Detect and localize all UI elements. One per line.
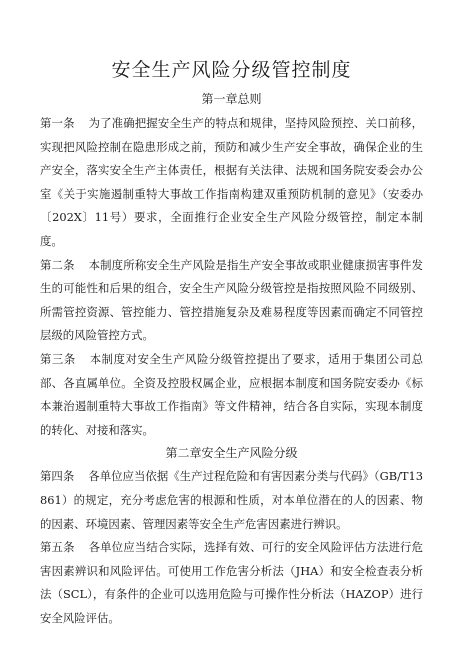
document-title: 安全生产风险分级管控制度 — [111, 59, 352, 81]
article-2 — [40, 254, 423, 348]
chapter-heading-1: 第一章总则 — [201, 92, 262, 106]
article-5 — [40, 536, 423, 630]
article-number: 第四条 — [40, 469, 75, 484]
article-number: 第一条 — [40, 116, 75, 130]
article-4 — [40, 465, 423, 536]
article-number: 第二条 — [40, 257, 75, 272]
article-text: 各单位应当结合实际，选择有效、可行的安全风险评估方法进行危害因素辨识和风险评估。可使用工作危害分析法（JHA）和安全检查表分析法（SCL），有条件的企业可以选用危险与可操作性分析法（HAZOP）进行安全风险评估。 — [40, 540, 423, 625]
article-number: 第五条 — [40, 540, 75, 555]
article-text: 本制度所称安全生产风险是指生产安全事故或职业健康损害事件发生的可能性和后果的组合，安全生产风险分级管控是指按照风险不同级别、所需管控资源、管控能力、管控措施复杂及难易程度等因素而确定不同管控层级的风险管控方式。 — [40, 257, 423, 343]
article-text: 为了准确把握安全生产的特点和规律，坚持风险预控、关口前移，实现把风险控制在隐患形成之前，预防和减少生产安全事故，确保企业的生产安全，落实安全生产主体责任，根据有关法律、法规和国务院安委会办公室《关于实施遏制重特大事故工作指南构建双重预防机制的意见》（安委办〔202X〕11号）要求，全面推行企业安全生产风险分级管控，制定本制度。 — [40, 116, 423, 248]
article-text: 各单位应当依据《生产过程危险和有害因素分类与代码》（GB/T13861）的规定，充分考虑危害的根源和性质，对本单位潜在的人的因素、物的因素、环境因素、管理因素等安全生产危害因素进行辨识。 — [40, 469, 423, 531]
chapter-heading-2: 第二章安全生产风险分级 — [165, 446, 298, 461]
article-number: 第三条 — [40, 351, 76, 366]
article-3 — [40, 348, 423, 442]
article-1 — [40, 112, 423, 254]
article-text: 本制度对安全生产风险分级管控提出了要求，适用于集团公司总部、各直属单位。全资及控股权属企业，应根据本制度和国务院安委办《标本兼治遏制重特大事故工作指南》等文件精神，结合各自实际，实现本制度的转化、对接和落实。 — [40, 351, 423, 437]
